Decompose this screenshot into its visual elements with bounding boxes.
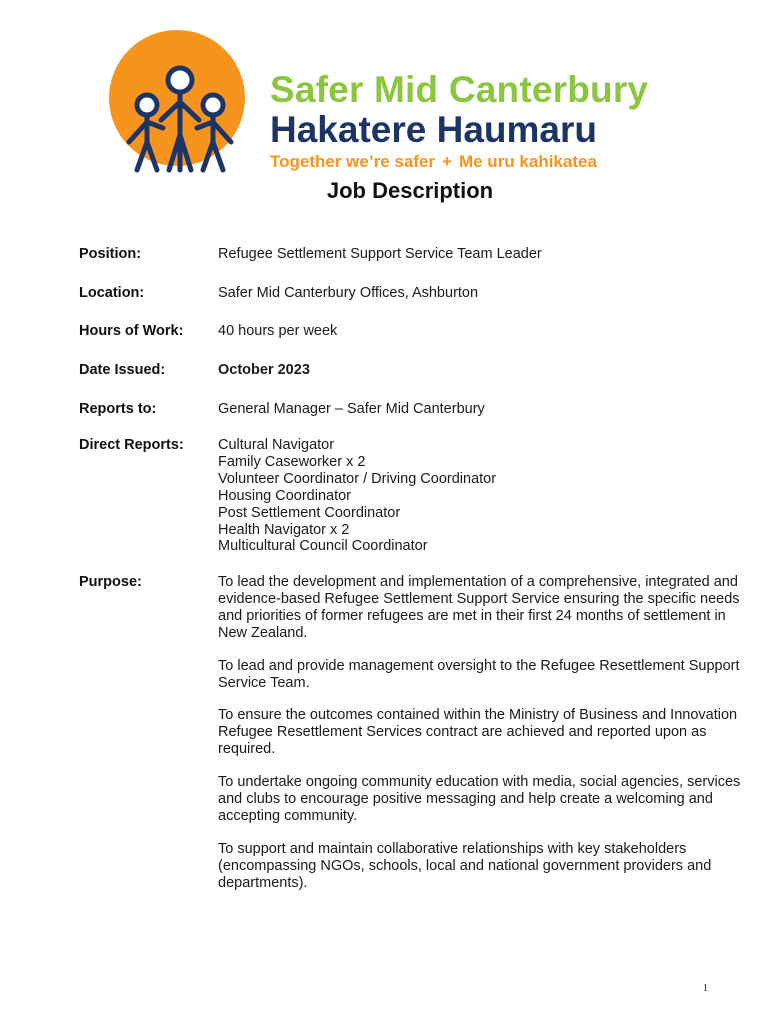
organisation-logo (105, 30, 715, 180)
tagline-maori: Me uru kahikatea (458, 152, 597, 171)
list-item: Multicultural Council Coordinator (218, 538, 428, 555)
location-label: Location: (79, 285, 145, 301)
direct-reports-list (218, 437, 496, 555)
reports-to-label: Reports to: (79, 401, 157, 417)
list-item: Health Navigator x 2 (218, 521, 350, 538)
list-item: Volunteer Coordinator / Driving Coordinator (218, 470, 497, 487)
tagline-separator: + (442, 152, 452, 171)
position-label: Position: (79, 246, 142, 262)
tagline-english: Together we’re safer (270, 152, 436, 171)
location-value: Safer Mid Canterbury Offices, Ashburton (218, 285, 479, 301)
purpose-paragraph: To lead and provide management oversight to the Refugee Resettlement Support Service Team. (218, 657, 740, 691)
three-people-sun-logo-icon (105, 30, 255, 175)
position-value: Refugee Settlement Support Service Team Leader (218, 246, 542, 262)
purpose-paragraph: To support and maintain collaborative relationships with key stakeholders (encompassing NGOs, schools, local and national government providers and departments). (218, 840, 712, 891)
list-item: Post Settlement Coordinator (218, 504, 401, 521)
purpose-paragraph: To ensure the outcomes contained within the Ministry of Business and Innovation Refugee Resettlement Services contract are achieved and reported upon as required. (218, 707, 738, 758)
document-title: Job Description (326, 178, 494, 203)
list-item: Cultural Navigator (218, 437, 335, 453)
list-item: Housing Coordinator (218, 487, 351, 504)
brand-name-maori: Hakatere Haumaru (270, 109, 597, 150)
brand-name-english: Safer Mid Canterbury (270, 69, 649, 110)
reports-to-value: General Manager – Safer Mid Canterbury (218, 401, 485, 417)
list-item: Family Caseworker x 2 (218, 453, 366, 470)
purpose-label: Purpose: (79, 574, 142, 590)
brand-tagline (270, 152, 597, 172)
date-issued-value: October 2023 (218, 362, 310, 378)
hours-value: 40 hours per week (218, 323, 338, 339)
hours-label: Hours of Work: (79, 323, 184, 339)
date-issued-label: Date Issued: (79, 362, 166, 378)
purpose-paragraph: To undertake ongoing community education with media, social agencies, services and clubs to encourage positive messaging and help create a welcoming and accepting community. (218, 774, 741, 824)
direct-reports-label: Direct Reports: (79, 437, 184, 453)
purpose-paragraph: To lead the development and implementation of a comprehensive, integrated and evidence-based Refugee Settlement Support Service ensuring the specific needs and priorities of former refugees are met in their first 24 months of settlement in New Zealand. (218, 574, 740, 641)
page-number: 1 (703, 983, 708, 994)
purpose-text (218, 574, 748, 908)
